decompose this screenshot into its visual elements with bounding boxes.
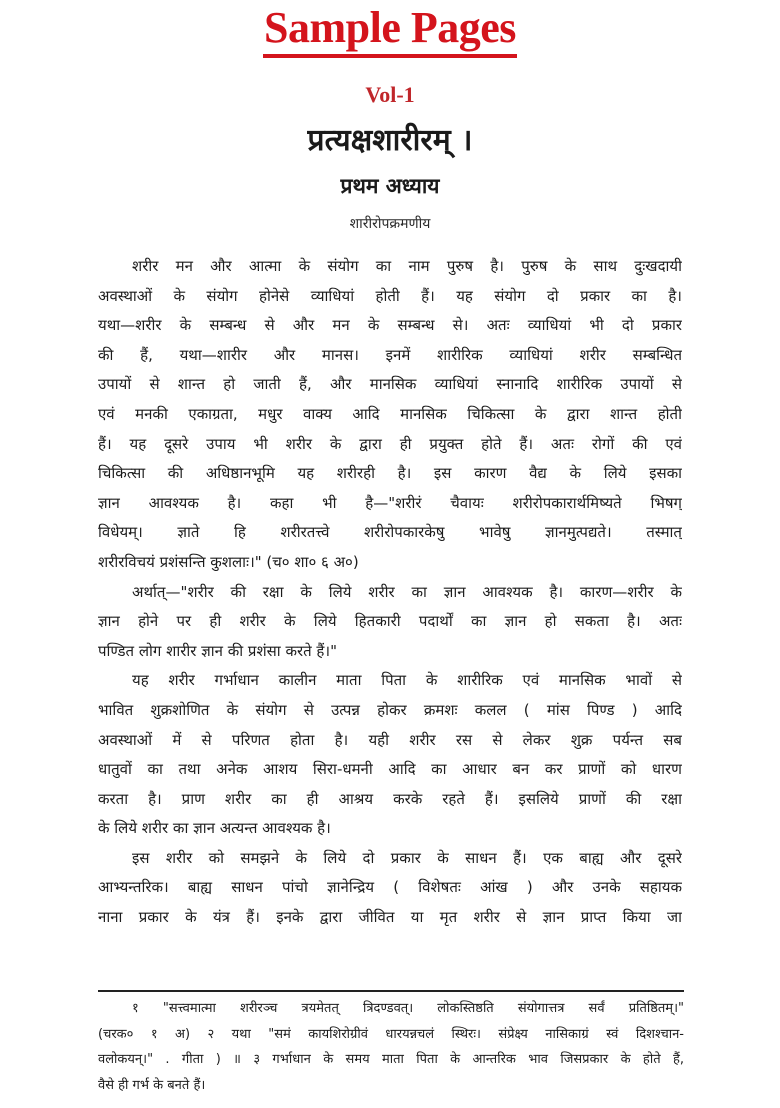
sample-pages-title-text: Sample Pages	[263, 4, 517, 58]
section-heading: शारीरोपक्रमणीय	[349, 216, 431, 232]
body-line: शरीरविचयं प्रशंसन्ति कुशलाः।" (च० शा० ६ अ०)	[98, 552, 359, 571]
footnote-line: १ "सत्त्वमात्मा शरीरञ्च त्रयमेतत् त्रिदण्डवत्। लोकस्तिष्ठति संयोगात्तत्र सर्वं प्रतिष्ठितम्।"	[132, 1001, 684, 1016]
footnote-divider	[98, 990, 684, 992]
footnote-line: वलोकयन्।" . गीता ) ॥ ३ गर्भाधान के समय माता पिता के आन्तरिक भाव जिसप्रकार के होते हैं,	[98, 1052, 684, 1067]
chapter-heading: प्रथम अध्याय	[340, 174, 440, 198]
footnote-line: वैसे ही गर्भ के बनते हैं।	[98, 1077, 206, 1093]
body-line: की हैं, यथा—शारीर और मानस। इनमें शारीरिक व्याधियां शरीर सम्बन्धित	[98, 345, 682, 364]
body-line: इस शरीर को समझने के लिये दो प्रकार के साधन हैं। एक बाह्य और दूसरे	[132, 848, 682, 867]
body-line: एवं मनकी एकाग्रता, मधुर वाक्य आदि मानसिक चिकित्सा के द्वारा शान्त होती	[98, 404, 682, 423]
body-line: यह शरीर गर्भाधान कालीन माता पिता के शारीरिक एवं मानसिक भावों से	[132, 671, 682, 690]
book-title: प्रत्यक्षशारीरम् ।	[307, 123, 473, 158]
body-line: हैं। यह दूसरे उपाय भी शरीर के द्वारा ही प्रयुक्त होते हैं। अतः रोगों की एवं	[98, 434, 682, 453]
body-line: उपायों से शान्त हो जाती हैं, और मानसिक व्याधियां स्नानादि शारीरिक उपायों से	[98, 375, 682, 394]
body-line: के लिये शरीर का ज्ञान अत्यन्त आवश्यक है।	[98, 819, 331, 838]
body-line: नाना प्रकार के यंत्र हैं। इनके द्वारा जीवित या मृत शरीर से ज्ञान प्राप्त किया जा	[98, 908, 682, 927]
body-line: चिकित्सा की अधिष्ठानभूमि यह शरीरही है। इस कारण वैद्य के लिये इसका	[98, 464, 682, 483]
footnotes	[98, 996, 684, 1098]
body-line: शरीर मन और आत्मा के संयोग का नाम पुरुष है। पुरुष के साथ दुःखदायी	[132, 257, 682, 275]
body-line: ज्ञान आवश्यक है। कहा भी है—"शरीरं चैवायः शरीरोपकारार्थमिष्यते भिषग्	[98, 493, 682, 512]
body-line: अर्थात्—"शरीर की रक्षा के लिये शरीर का ज्ञान आवश्यक है। कारण—शरीर के	[132, 582, 682, 601]
body-line: यथा—शरीर के सम्बन्ध से और मन के सम्बन्ध से। अतः व्याधियां भी दो प्रकार	[98, 316, 682, 335]
body-text	[98, 252, 682, 933]
body-line: पण्डित लोग शारीर ज्ञान की प्रशंसा करते हैं।"	[98, 641, 337, 660]
body-line: भावित शुक्रशोणित के संयोग से उत्पन्न होकर क्रमशः कलल ( मांस पिण्ड ) आदि	[98, 700, 682, 719]
footnote-line: (चरक० १ अ) २ यथा "समं कायशिरोग्रीवं धारयन्नचलं स्थिरः। संप्रेक्ष्य नासिकाग्रं स्वं दिशश्चान-	[98, 1026, 684, 1042]
body-line: ज्ञान होने पर ही शरीर के लिये हितकारी पदार्थों का ज्ञान हो सकता है। अतः	[98, 612, 682, 631]
body-line: आभ्यन्तरिक। बाह्य साधन पांचो ज्ञानेन्द्रिय ( विशेषतः आंख ) और उनके सहायक	[98, 878, 682, 897]
body-line: धातुवों का तथा अनेक आशय सिरा-धमनी आदि का आधार बन कर प्राणों को धारण	[98, 760, 682, 779]
body-line: अवस्थाओं में से परिणत होता है। यही शरीर रस से लेकर शुक्र पर्यन्त सब	[98, 730, 682, 749]
body-line: अवस्थाओं के संयोग होनेसे व्याधियां होती हैं। यह संयोग दो प्रकार का है।	[98, 286, 682, 305]
body-line: करता है। प्राण शरीर का ही आश्रय करके रहते हैं। इसलिये प्राणों की रक्षा	[98, 789, 682, 808]
body-line: विधेयम्। ज्ञाते हि शरीरतत्त्वे शरीरोपकारकेषु भावेषु ज्ञानमुत्पद्यते। तस्मात्	[98, 523, 682, 542]
volume-label: Vol-1	[365, 82, 415, 107]
sample-pages-title	[0, 2, 780, 58]
